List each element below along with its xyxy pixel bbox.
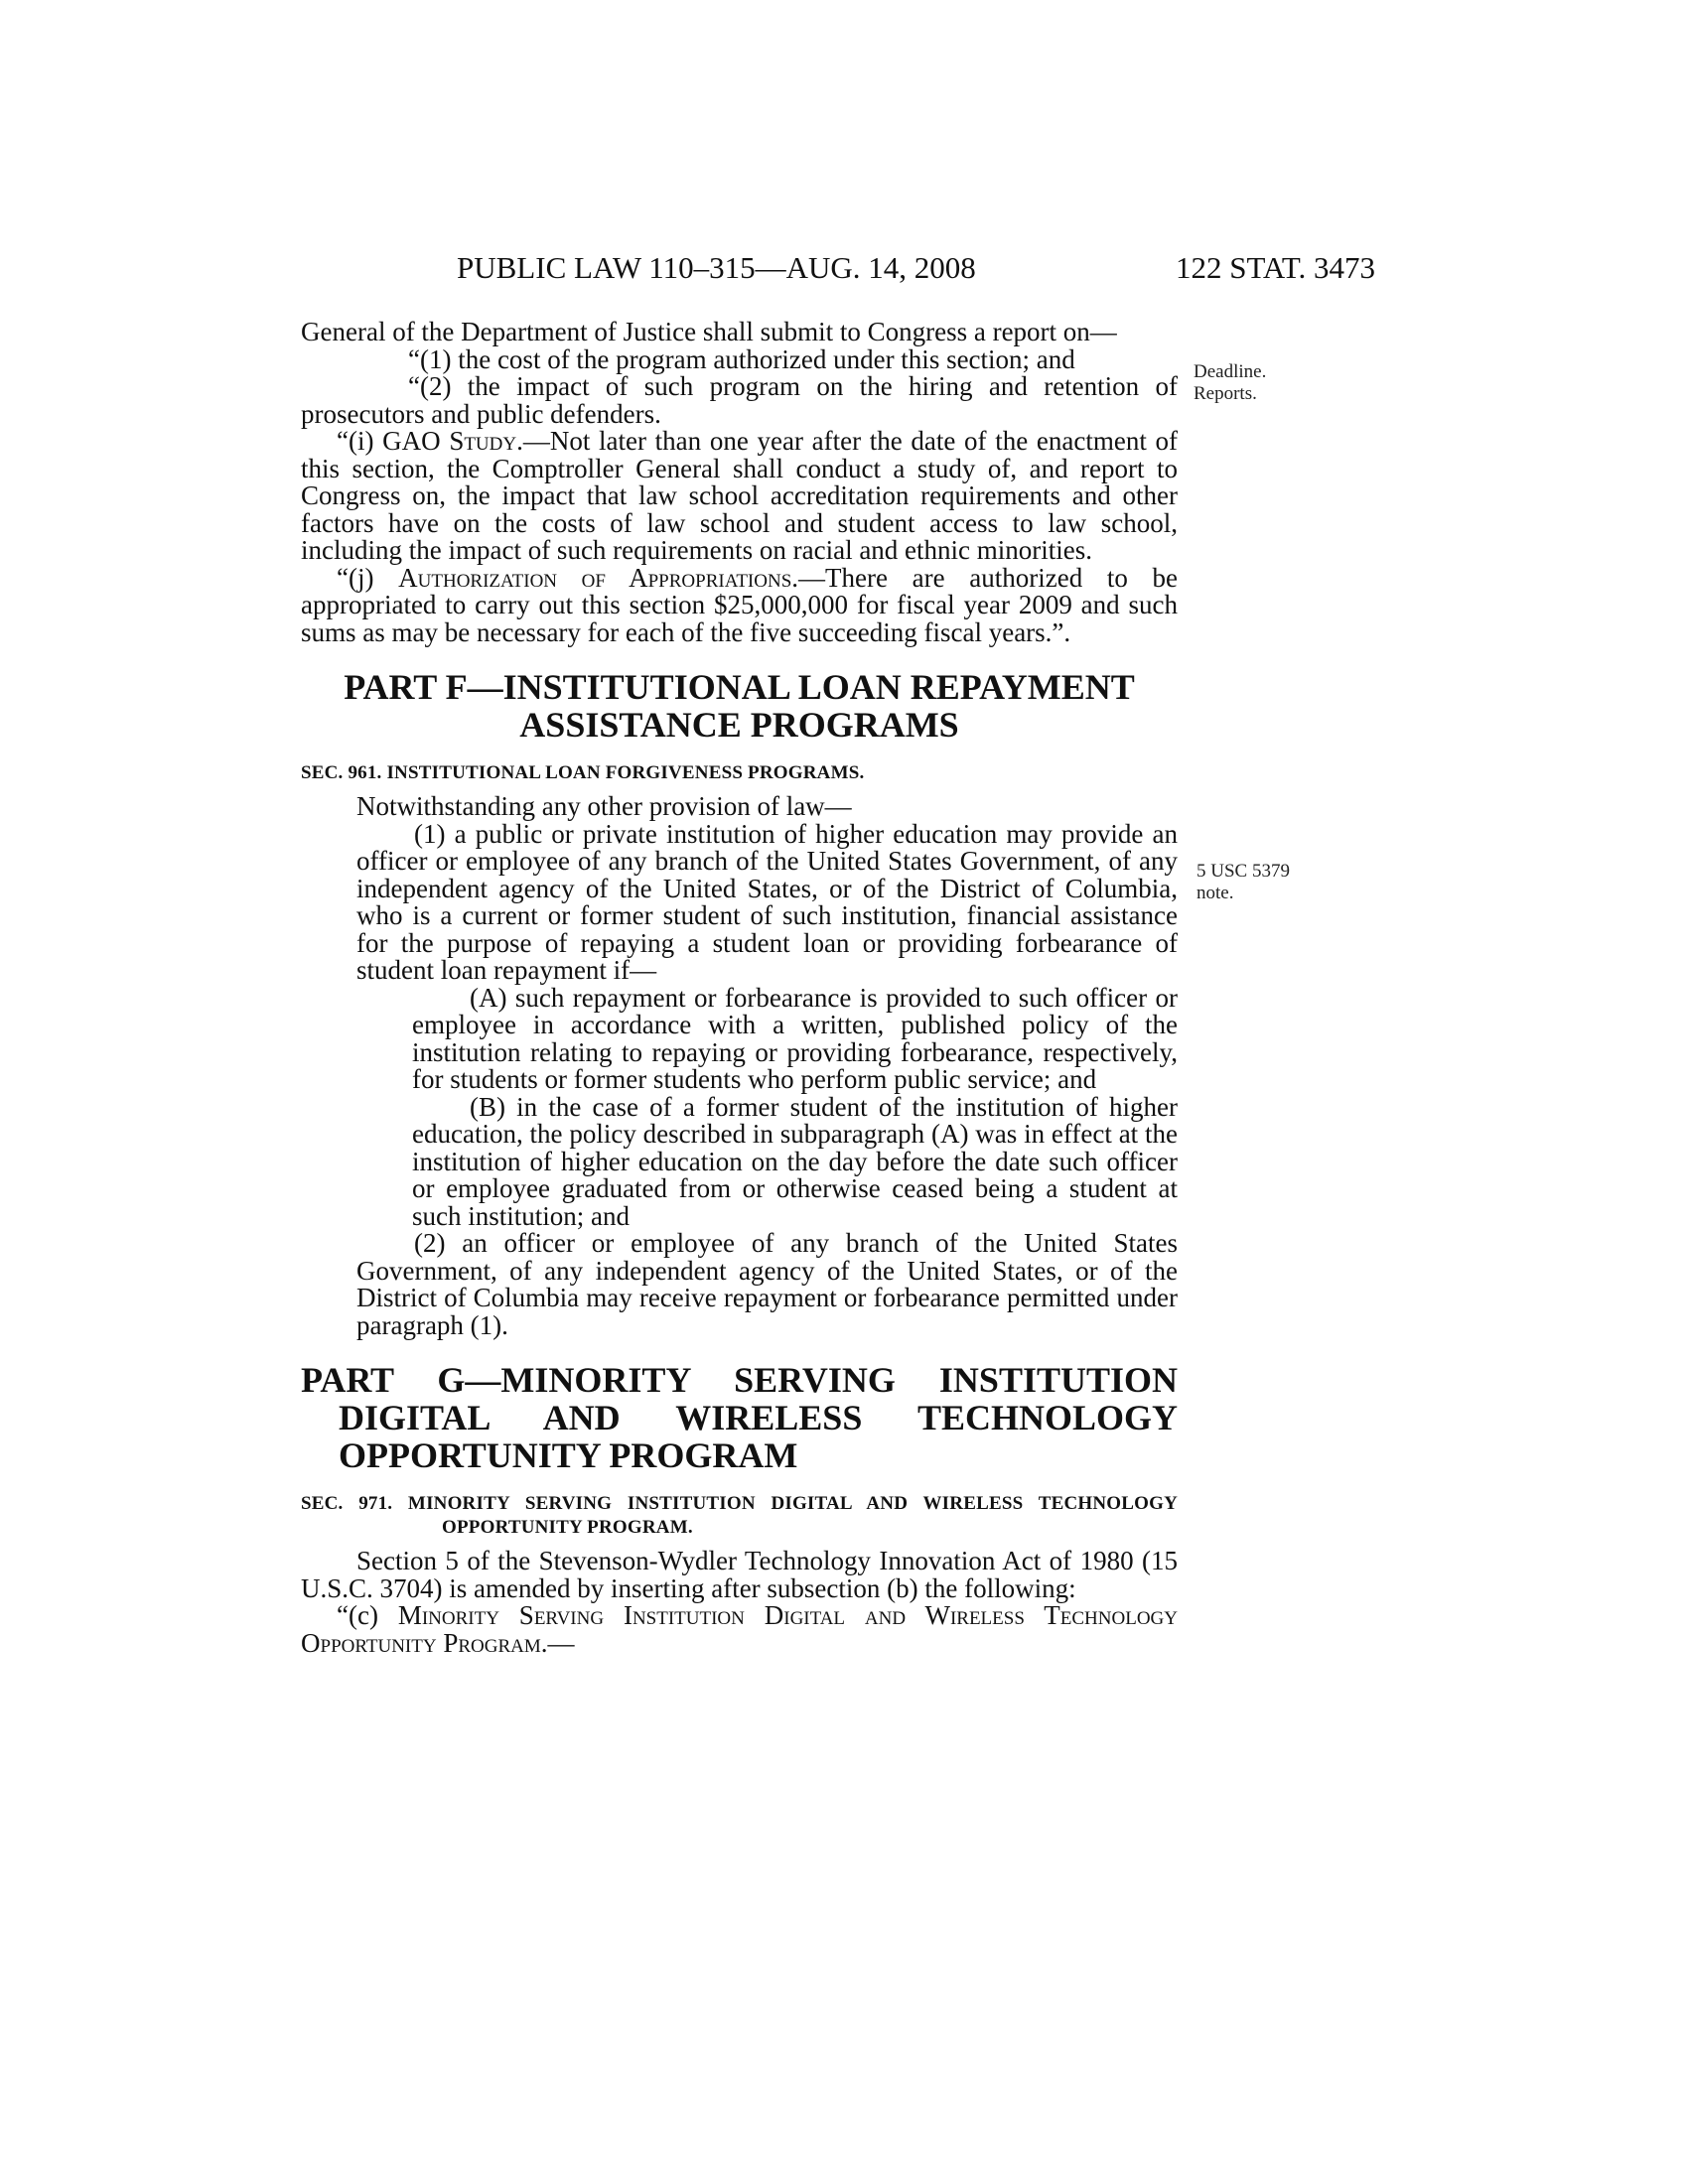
part-heading: PART F—INSTITUTIONAL LOAN REPAYMENT ASSISTANCE PROGRAMS: [344, 667, 1135, 745]
paragraph: Notwithstanding any other provision of law—: [356, 791, 852, 821]
running-title: PUBLIC LAW 110–315—AUG. 14, 2008: [457, 250, 976, 285]
margin-note-deadline: [1194, 361, 1266, 405]
margin-note-line: Deadline.: [1194, 361, 1267, 382]
section-heading: SEC. 961. INSTITUTIONAL LOAN FORGIVENESS PROGRAMS.: [301, 762, 865, 783]
subsection-body: .—Not later than one year after the date of the enactment of this section, the Comptroller General shall conduct a study of, and report to Congress on, the impact that law school accreditation requirements and other factors have on the costs of law school and student access to law school, including the impact of such requirements on racial and ethnic minorities.: [301, 426, 1178, 565]
paragraph: (B) in the case of a former student of the institution of higher education, the policy described in subparagraph (A) was in effect at the institution of higher education on the day before the date such officer or employee graduated from or otherwise ceased being a student at such institution; and: [412, 1091, 1178, 1231]
margin-note-line: 5 USC 5379: [1196, 861, 1290, 882]
margin-note-line: Reports.: [1194, 383, 1257, 404]
subsection-label: “(c): [337, 1600, 398, 1630]
paragraph: (1) a public or private institution of higher education may provide an officer or employee of any branch of the United States Government, of any independent agency of the United States, or of the District of Columbia, who is a current or former student of such institution, financial assistance for the purpose of repaying a student loan or providing forbearance of student loan repayment if—: [356, 818, 1178, 985]
paragraph: Section 5 of the Stevenson-Wydler Technology Innovation Act of 1980 (15 U.S.C. 3704) is amended by inserting after subsection (b) the following:: [301, 1546, 1178, 1603]
paragraph: [301, 562, 1179, 647]
paragraph: “(2) the impact of such program on the hiring and retention of prosecutors and public defenders.: [301, 371, 1178, 429]
paragraph: (2) an officer or employee of any branch of the United States Government, of any independent agency of the United States, or of the District of Columbia may receive repayment or forbearance permitted under paragraph (1).: [356, 1228, 1178, 1340]
paragraph: (A) such repayment or forbearance is provided to such officer or employee in accordance with a written, published policy of the institution relating to repaying or providing forbearance, respectively, for students or former students who perform public service; and: [412, 982, 1178, 1094]
document-body: [301, 319, 1178, 1657]
margin-note-usc: [1196, 861, 1290, 904]
paragraph: General of the Department of Justice shall submit to Congress a report on—: [301, 317, 1117, 346]
section-heading: SEC. 971. MINORITY SERVING INSTITUTION DIGITAL AND WIRELESS TECHNOLOGY OPPORTUNITY PROGRAM.: [301, 1493, 1178, 1538]
subsection-label: “(j): [337, 562, 399, 593]
subsection-body: .—There are authorized to be appropriated to carry out this section $25,000,000 for fiscal year 2009 and such sums as may be necessary for each of the five succeeding fiscal years.”.: [301, 562, 1179, 647]
subsection-heading: Authorization of Appropriations: [398, 562, 792, 593]
part-heading: PART G—MINORITY SERVING INSTITUTION DIGITAL AND WIRELESS TECHNOLOGY OPPORTUNITY PROGRAM: [301, 1360, 1178, 1475]
paragraph: [301, 1602, 1178, 1657]
margin-note-line: note.: [1196, 883, 1234, 903]
paragraph: “(1) the cost of the program authorized under this section; and: [408, 343, 1075, 374]
stat-page-number: 122 STAT. 3473: [1175, 250, 1375, 285]
paragraph: [301, 428, 1178, 565]
subsection-heading: Minority Serving Institution Digital and Wireless Technology Opportunity Program: [301, 1600, 1178, 1658]
subsection-heading: Study: [449, 426, 517, 456]
subsection-label: “(i) GAO: [337, 426, 450, 456]
subsection-body: .—: [540, 1627, 575, 1658]
page-header: [298, 250, 1375, 290]
